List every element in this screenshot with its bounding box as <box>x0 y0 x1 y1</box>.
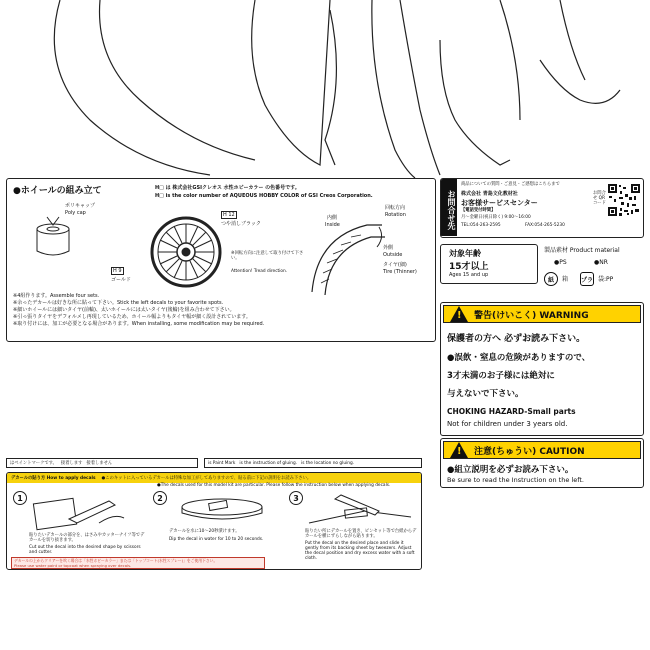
legend-noglue-jp: 接着しません <box>86 460 113 466</box>
company-name: 株式会社 青島文化教材社 <box>461 191 518 197</box>
contact-tag: お問合せ先 <box>441 179 457 236</box>
note-line: ※引っ張りタイヤをデフォルメし再現しているため、ホイール幅よりもタイヤ幅が細く設計されています。 <box>13 314 251 320</box>
warning-line4: 与えないで下さい。 <box>447 389 524 399</box>
hours-label: 【電話受付時間】 <box>461 208 496 213</box>
paint-h9-label: ゴールド <box>111 277 131 283</box>
caution-triangle-icon: ! <box>450 442 468 458</box>
decal-footer <box>11 557 265 569</box>
rotation-label-jp: 回転方向 <box>385 205 406 211</box>
decal-footer-jp: デカールの上からクリアーを吹く場合は「水性ホビーカラー」または「トップコート(水性スプレー)」をご使用下さい。 <box>14 558 218 563</box>
material-title: 製品素材 Product material <box>544 247 620 254</box>
warning-en1: CHOKING HAZARD-Small parts <box>447 407 576 416</box>
legend-en <box>204 458 422 468</box>
qr-label: お問合せ QRコード <box>593 191 606 206</box>
decal-panel <box>6 472 422 570</box>
note-line: ※余ったデカールは好きな所に貼って下さい。Stick the left decals to your favorite spots. <box>13 300 224 306</box>
phone: TEL:054-263-2595 <box>461 223 501 228</box>
step-1-number: 1 <box>13 491 27 505</box>
inside-label-jp: 内側 <box>327 215 338 221</box>
rotation-label-en: Rotation <box>385 212 406 218</box>
assembly-title: ●ホイールの組み立て <box>13 186 102 196</box>
step-3-text-jp: 貼りたい所にデカールを置き、ピンセット等で台紙からデカールを横にずらしながら貼ります。 <box>305 529 417 539</box>
tread-note-en: Attention! Tread direction. <box>231 269 288 274</box>
material-nr: ●NR <box>594 259 608 266</box>
fax: FAX:054-265-5230 <box>525 223 565 228</box>
paint-code-h9: H 9 <box>113 268 122 274</box>
legend-noglue-en: is the location no gluing. <box>301 460 355 466</box>
tire-line-illustration <box>0 0 650 180</box>
tire-drawing <box>307 217 387 297</box>
caution-line1: ●組立説明を必ずお読み下さい。 <box>447 465 574 475</box>
step-3-number: 3 <box>289 491 303 505</box>
warning-title: 警告(けいこく) WARNING <box>474 310 589 321</box>
warning-line1: 保護者の方へ 必ずお読み下さい。 <box>447 334 586 344</box>
caution-en: Be sure to read the Instruction on the left. <box>447 476 584 484</box>
step-2-number: 2 <box>153 491 167 505</box>
plastic-recycle-icon: プラ <box>580 272 594 286</box>
warning-header <box>443 305 641 323</box>
polycap-label-jp: ポリキャップ <box>65 203 96 209</box>
legend-glue-jp: 接着します <box>60 460 83 466</box>
step-3-illustration <box>305 493 415 527</box>
decal-note-jp: ●このキットに入っているデカールは特殊な加工がしてありますので、貼る前に下記の説明をお読み下さい。 <box>101 475 312 481</box>
assembly-notes <box>13 293 431 328</box>
legend-glue-en: is the instruction of gluing. <box>239 460 298 466</box>
age-box <box>440 244 538 284</box>
decal-howto: デカールの貼り方 How to apply decals <box>11 475 96 481</box>
legend-jp <box>6 458 198 468</box>
material-ps: ●PS <box>554 259 567 266</box>
decal-note-en: ●The decals used for this model kit are particular. Please follow the instruction below when applying decals. <box>157 483 391 488</box>
decal-header <box>7 473 421 483</box>
legend-paint-jp: はペイントマークです。 <box>10 460 57 466</box>
tire-label-en: Tire (Thinner) <box>383 269 417 275</box>
warning-triangle-icon: ! <box>450 306 468 322</box>
contact-box <box>440 178 644 238</box>
qr-code-icon[interactable] <box>607 183 641 217</box>
step-1-text-jp: 貼りたいデカールの部分を、はさみやカッターナイフ等でデカールを切り抜きます。 <box>29 533 145 543</box>
note-line: ※4組作ります。Assemble four sets. <box>13 293 100 299</box>
decal-footer-en: Please use water paint or topcoat when spraying over decals. <box>14 563 132 568</box>
warning-en2: Not for children under 3 years old. <box>447 420 568 428</box>
contact-line1: 商品についての質問・ご意見・ご感想はこちらまで <box>461 182 560 187</box>
color-note-en: H□ is the color number of AQUEOUS HOBBY COLOR of GSI Creos Corporation. <box>155 193 373 199</box>
polycap-drawing <box>33 215 73 261</box>
caution-title: 注意(ちゅうい) CAUTION <box>474 446 585 457</box>
wheel-assembly-panel <box>6 178 436 342</box>
paint-h12-label: つや消しブラック <box>221 221 261 227</box>
caution-box <box>440 438 644 488</box>
polycap-label-en: Poly cap <box>65 210 86 216</box>
material-box <box>540 244 644 292</box>
tire-label-jp: タイヤ(細) <box>383 262 407 268</box>
material-bag-label: 袋:PP <box>598 276 614 283</box>
step-2-text-jp: デカールを水に10〜20秒漬けます。 <box>169 529 240 534</box>
step-3-text-en: Put the decal on the desired place and slide it gently from its backing sheet by tweezers. Adjust the decal position and dry excess water with a soft cloth. <box>305 541 415 561</box>
paper-recycle-icon: 紙 <box>544 272 558 286</box>
step-2-text-en: Dip the decal in water for 10 to 20 seconds. <box>169 537 264 542</box>
step-2-illustration <box>177 495 267 525</box>
material-box-label: 箱 <box>562 276 569 283</box>
age-value: 15才以上 <box>449 262 489 272</box>
outside-label-jp: 外側 <box>383 245 394 251</box>
wheel-drawing <box>149 215 223 289</box>
note-line: ※取り付けには、加工が必要となる場合があります。When installing, some modification may be required. <box>13 321 265 327</box>
service-center: お客様サービスセンター <box>461 199 538 207</box>
caution-header <box>443 441 641 459</box>
step-1-text-en: Cut out the decal into the desired shape by scissors and cutter. <box>29 545 141 555</box>
tread-note-jp: ※回転方向に注意して取り付けて下さい。 <box>231 251 304 261</box>
warning-box <box>440 302 644 436</box>
inside-label-en: Inside <box>325 222 340 228</box>
hours: 月〜金曜日(祝日除く) 9:00〜16:00 <box>461 215 531 220</box>
note-line: ※細いホイールには細いタイヤ(前輪)、太いホイールには太いタイヤ(後輪)を組み合わせて下さい。 <box>13 307 235 313</box>
outside-label-en: Outside <box>383 252 403 258</box>
legend-paint-en: is Paint Mark <box>208 460 236 466</box>
color-note-jp: H□ は 株式会社GSIクレオス 水性ホビーカラー の色番号です。 <box>155 185 300 191</box>
age-en: Ages 15 and up <box>449 272 489 278</box>
warning-line3: 3才未満のお子様には絶対に <box>447 371 555 381</box>
warning-line2: ●誤飲・窒息の危険がありますので、 <box>447 353 591 363</box>
age-label: 対象年齢 <box>449 249 481 258</box>
paint-code-h12: H 12 <box>223 212 235 218</box>
step-1-illustration <box>29 493 129 531</box>
